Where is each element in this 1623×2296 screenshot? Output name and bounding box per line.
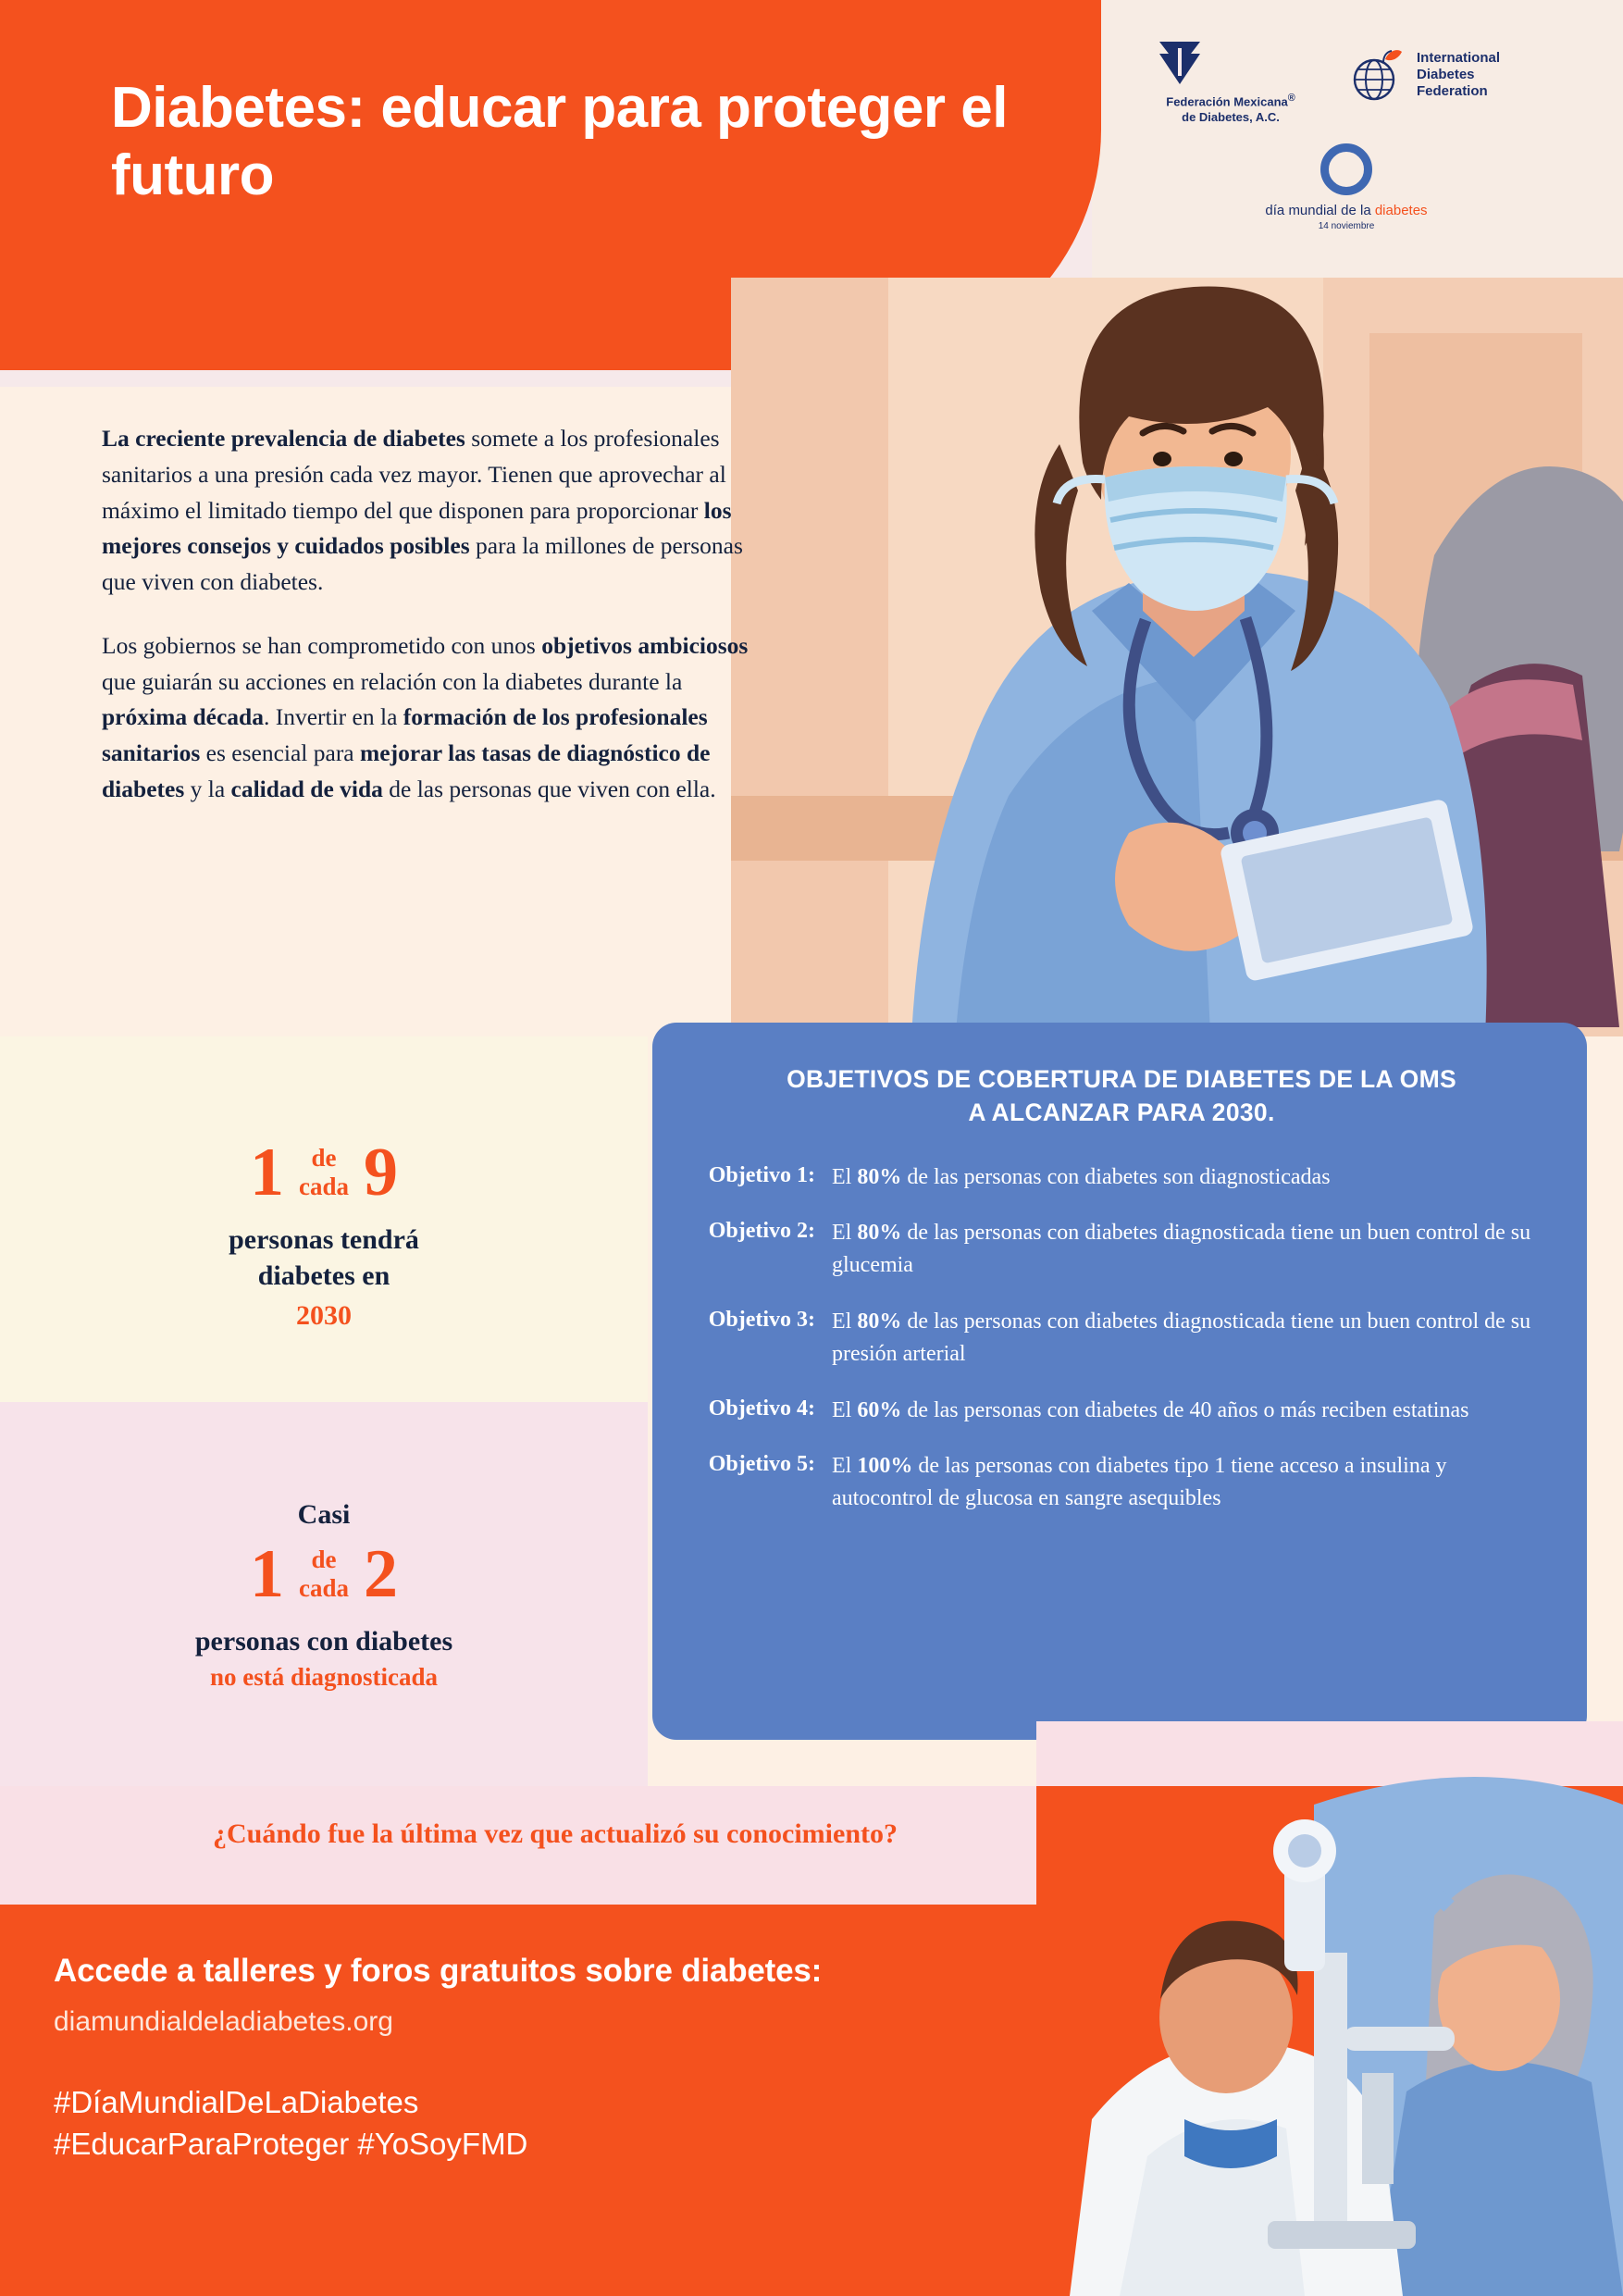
wdd-label: día mundial de la diabetes (1265, 203, 1428, 218)
logo-world-diabetes-day (1212, 143, 1481, 231)
blue-circle-icon (1320, 143, 1372, 195)
intro-paragraph-1: La creciente prevalencia de diabetes somete a los profesionales sanitarios a una presión cada vez mayor. Tienen que aprovechar al máximo el limitado tiempo del que disponen para proporcionar los mejores consejos y cuidados posibles para la millones de personas que viven con diabetes. (102, 425, 743, 595)
stat-2-label: personas con diabetes (194, 1626, 453, 1657)
objective-value: El 80% de las personas con diabetes son diagnosticadas (832, 1164, 1331, 1189)
logo-idf (1346, 46, 1578, 104)
fmd-label: Federación Mexicana® de Diabetes, A.C. (1166, 93, 1295, 124)
stat-block-1 (0, 1135, 648, 1334)
objective-key: Objetivo 4: (708, 1396, 815, 1421)
cta-hashtags (54, 2082, 1118, 2165)
stat-2-numerator: 1 (250, 1536, 284, 1612)
objective-row (693, 1161, 1550, 1194)
fmd-mark-icon (1143, 39, 1319, 87)
stat-2-prefix: Casi (297, 1499, 351, 1530)
objective-value: El 60% de las personas con diabetes de 40 años o más reciben estatinas (832, 1397, 1469, 1422)
objective-row (693, 1395, 1550, 1427)
wdd-date: 14 noviembre (1318, 221, 1375, 231)
objectives-list (693, 1161, 1550, 1515)
intro-text (102, 421, 750, 808)
stat-1-numerator: 1 (250, 1135, 284, 1210)
cta-url-link[interactable]: diamundialdeladiabetes.org (54, 2006, 393, 2037)
objectives-panel (652, 1023, 1587, 1740)
logo-fmd (1143, 39, 1319, 125)
illustration-eye-exam (1036, 1721, 1623, 2296)
fmd-registered-mark: ® (1287, 93, 1295, 104)
stat-1-year: 2030 (296, 1300, 352, 1331)
objective-row (693, 1450, 1550, 1515)
stat-1-label: personas tendrá diabetes en 2030 (0, 1222, 648, 1334)
stat-1-denominator: 9 (364, 1135, 398, 1210)
stat-1-de-cada: de cada (299, 1143, 349, 1200)
objective-key: Objetivo 2: (708, 1219, 815, 1244)
stat-2-fraction (0, 1536, 648, 1612)
objective-value: El 100% de las personas con diabetes tipo 1 tiene acceso a insulina y autocontrol de glucosa en sangre asequibles (832, 1454, 1447, 1511)
objective-value: El 80% de las personas con diabetes diagnosticada tiene un buen control de su presión arterial (832, 1309, 1531, 1366)
stat-2-sub: no está diagnosticada (209, 1663, 439, 1691)
idf-globe-icon (1346, 46, 1407, 104)
cta-block (54, 1953, 1118, 2165)
objective-key: Objetivo 1: (708, 1162, 815, 1187)
stat-2-denominator: 2 (364, 1536, 398, 1612)
idf-label: International Diabetes Federation (1417, 50, 1501, 99)
intro-paragraph-2: Los gobiernos se han comprometido con unos objetivos ambiciosos que guiarán su acciones en relación con la diabetes durante la próxima década. Invertir en la formación de los profesionales sanitarios es esencial para mejorar las tasas de diagnóstico de diabetes y la calidad de vida de las personas que viven con ella. (102, 631, 749, 802)
question-text: ¿Cuándo fue la última vez que actualizó su conocimiento? (213, 1818, 898, 1849)
objective-row (693, 1217, 1550, 1282)
stat-block-2 (0, 1499, 648, 1692)
objective-value: El 80% de las personas con diabetes diagnosticada tiene un buen control de su glucemia (832, 1221, 1531, 1278)
objective-key: Objetivo 5: (708, 1452, 815, 1477)
stat-1-fraction (0, 1135, 648, 1210)
hashtag-line-2: #EducarParaProteger #YoSoyFMD (54, 2126, 528, 2161)
cta-title: Accede a talleres y foros gratuitos sobre diabetes: (54, 1953, 823, 1989)
page-title: Diabetes: educar para proteger el futuro (111, 76, 1008, 208)
objective-row (693, 1306, 1550, 1371)
stat-2-de-cada: de cada (299, 1545, 349, 1602)
objectives-title: OBJETIVOS DE COBERTURA DE DIABETES DE LA OMS A ALCANZAR PARA 2030. (787, 1065, 1456, 1126)
illustration-clinician (731, 278, 1623, 1036)
hashtag-line-1: #DíaMundialDeLaDiabetes (54, 2085, 419, 2119)
objective-key: Objetivo 3: (708, 1307, 815, 1332)
